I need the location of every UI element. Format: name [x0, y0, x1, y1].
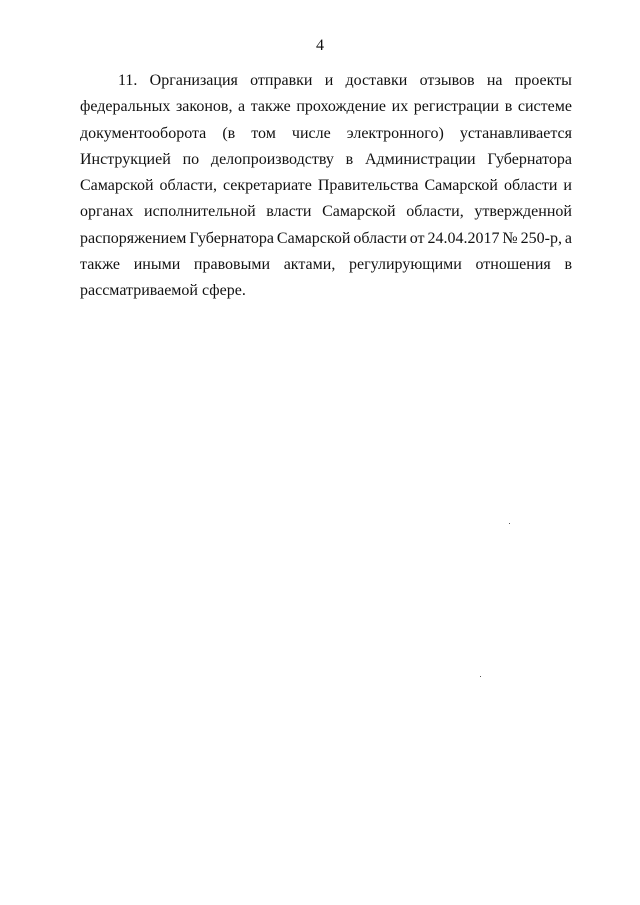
- word: секретариате: [222, 177, 312, 195]
- word: на: [486, 72, 503, 89]
- word: исполнительной: [144, 203, 256, 221]
- text-line: [80, 94, 572, 120]
- word: также: [250, 98, 291, 116]
- word: доставки: [345, 72, 408, 89]
- word: том: [251, 124, 276, 142]
- word: документооборота: [80, 124, 207, 142]
- word: отношения: [475, 256, 551, 274]
- word: законов,: [175, 98, 233, 116]
- word: в: [564, 256, 572, 274]
- scan-speck: [509, 523, 510, 524]
- word: Самарской: [80, 177, 154, 195]
- word: Губернатора: [189, 229, 274, 247]
- word: регулирующими: [349, 256, 462, 274]
- word: области: [503, 177, 558, 195]
- word: правовыми: [193, 256, 271, 274]
- word: электронного): [346, 124, 444, 142]
- word: области: [353, 229, 407, 247]
- word: Администрации: [364, 150, 476, 168]
- text-line: [80, 199, 572, 225]
- word: в: [504, 98, 513, 116]
- text-line: [80, 173, 572, 199]
- word: по: [182, 150, 200, 168]
- word: сфере.: [202, 282, 246, 300]
- word: области,: [159, 177, 217, 195]
- word: области,: [406, 203, 464, 221]
- paragraph-11: [80, 68, 572, 305]
- word: 250-р,: [520, 229, 562, 247]
- word: и: [563, 177, 572, 195]
- word: иными: [133, 256, 181, 274]
- word: их: [391, 98, 409, 116]
- word: 24.04.2017: [427, 229, 500, 247]
- word: системе: [517, 98, 572, 116]
- page-number: 4: [316, 37, 324, 54]
- word: федеральных: [80, 98, 171, 116]
- word: Губернатора: [487, 150, 572, 168]
- word: Инструкцией: [80, 150, 171, 168]
- word: №: [502, 229, 518, 247]
- word: утвержденной: [474, 203, 572, 221]
- word: (в: [222, 124, 236, 142]
- text-line: [80, 68, 572, 94]
- word: устанавливается: [459, 124, 572, 142]
- word: регистрации: [413, 98, 500, 116]
- text-line-last: [80, 278, 572, 304]
- word: а: [238, 98, 246, 116]
- word: Правительства: [317, 177, 419, 195]
- text-line: [80, 252, 572, 278]
- word: а: [564, 229, 572, 247]
- word: рассматриваемой: [80, 282, 198, 300]
- word: актами,: [283, 256, 336, 274]
- word: прохождение: [296, 98, 387, 116]
- word: числе: [291, 124, 331, 142]
- word: отзывов: [419, 72, 475, 89]
- word: 11.: [118, 72, 138, 89]
- word: проекты: [514, 72, 572, 89]
- word: в: [345, 150, 354, 168]
- word: распоряжением: [80, 229, 187, 247]
- word: Самарской: [424, 177, 498, 195]
- word: Самарской: [322, 203, 396, 221]
- word: власти: [266, 203, 312, 221]
- text-line: [80, 147, 572, 173]
- word: отправки: [250, 72, 313, 89]
- text-line: [80, 226, 572, 252]
- word: органах: [80, 203, 134, 221]
- word: Организация: [149, 72, 238, 89]
- word: Самарской: [276, 229, 351, 247]
- word: также: [80, 256, 121, 274]
- word: от: [409, 229, 425, 247]
- word: делопроизводству: [210, 150, 334, 168]
- word: и: [324, 72, 334, 89]
- text-line: [80, 121, 572, 147]
- scan-speck: [480, 676, 481, 677]
